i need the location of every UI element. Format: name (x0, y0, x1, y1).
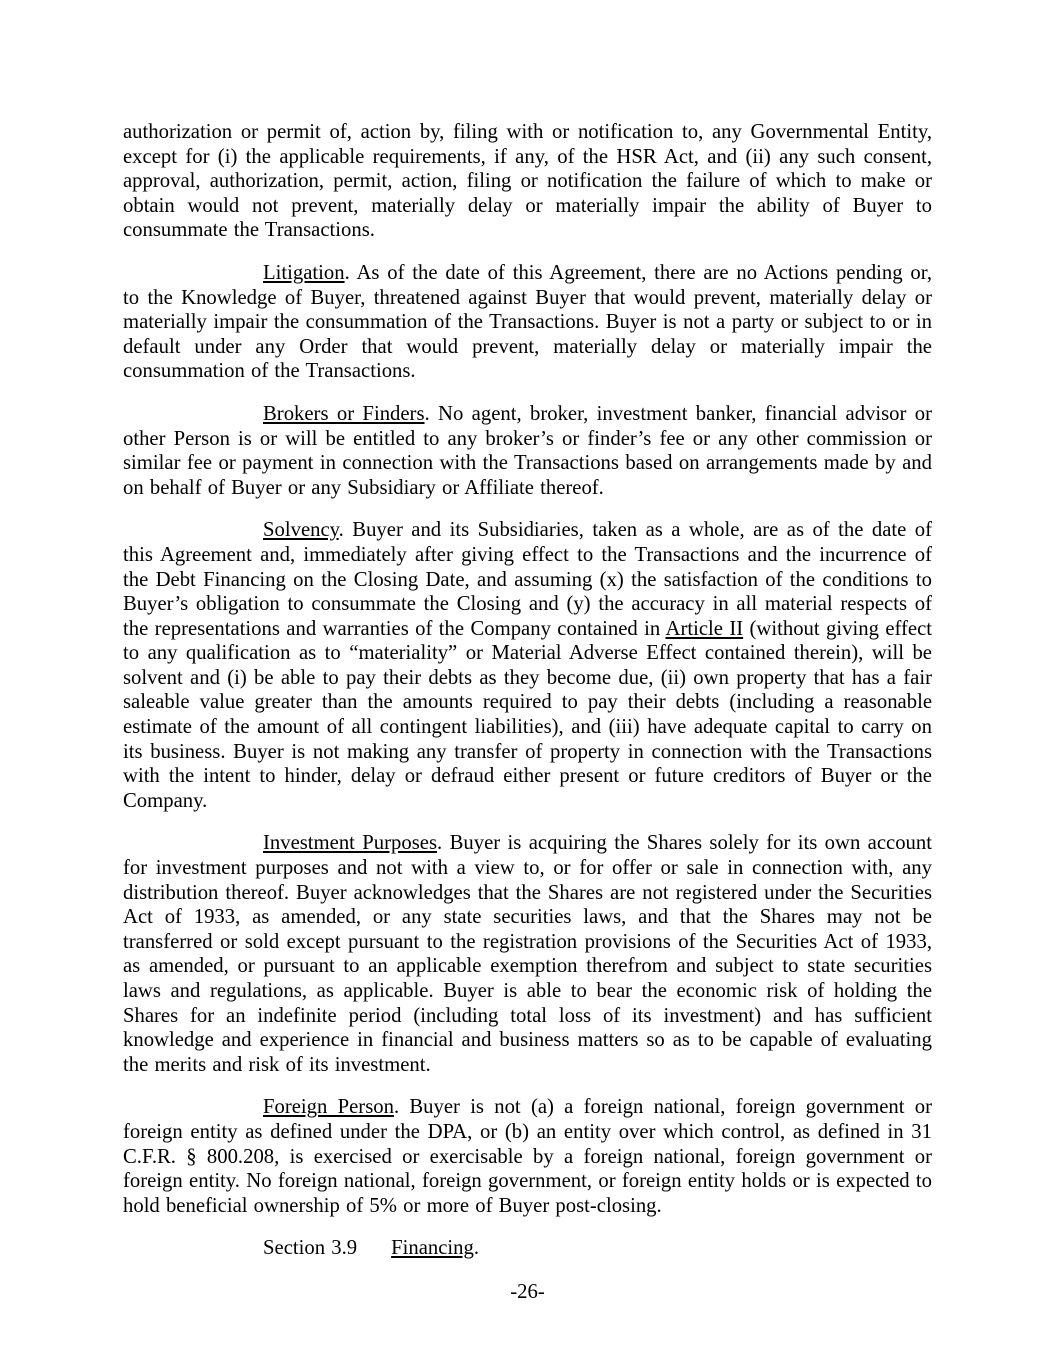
heading-investment-purposes: Investment Purposes (263, 832, 438, 855)
section-3-9-label: Section 3.9 (263, 1237, 358, 1260)
heading-solvency: Solvency (263, 519, 339, 542)
paragraph-continuation-text: authorization or permit of, action by, filing with or notification to, any Governmental Entity, except for (i) the applicable requirements, if any, of the HSR Act, and (ii) any such consent, approval, authorization, permit, action, filing or notification the failure of which to make or obtain would not prevent, materially delay or materially impair the ability of Buyer to consummate the Transactions. (123, 121, 932, 242)
paragraph-investment-purposes-text: . Buyer is acquiring the Shares solely for its own account for investment purposes and not with a view to, or for offer or sale in connection with, any distribution thereof. Buyer acknowledges that the Shares are not registered under the Securities Act of 1933, as amended, or any state securities laws, and that the Shares may not be transferred or sold except pursuant to the registration provisions of the Securities Act of 1933, as amended, or pursuant to an applicable exemption therefrom and subject to state securities laws and regulations, as applicable. Buyer is able to bear the economic risk of holding the Shares for an indefinite period (including total loss of its investment) and has sufficient knowledge and experience in financial and business matters so as to be capable of evaluating the merits and risk of its investment. (123, 832, 932, 1076)
page-text-block (123, 120, 932, 1279)
paragraph-brokers-or-finders-text: . No agent, broker, investment banker, financial advisor or other Person is or will be entitled to any broker’s or finder’s fee or any other commission or similar fee or payment in connection with the Transactions based on arrangements made by and on behalf of Buyer or any Subsidiary or Affiliate thereof. (123, 402, 932, 499)
page-number (0, 1280, 1055, 1305)
paragraph-brokers-or-finders (123, 402, 932, 500)
heading-financing: Financing (391, 1237, 474, 1260)
heading-litigation: Litigation (263, 261, 345, 284)
heading-financing-period: . (473, 1237, 480, 1260)
heading-brokers-or-finders: Brokers or Finders (263, 402, 425, 425)
paragraph-investment-purposes (123, 831, 932, 1077)
paragraph-litigation (123, 261, 932, 384)
heading-foreign-person: Foreign Person (263, 1096, 394, 1119)
paragraph-solvency (123, 518, 932, 813)
paragraph-continuation (123, 120, 932, 243)
paragraph-foreign-person-text: . Buyer is not (a) a foreign national, foreign government or foreign entity as defined under the DPA, or (b) an entity over which control, as defined in 31 C.F.R. § 800.208, is exercised or exercisable by a foreign national, foreign government or foreign entity. No foreign national, foreign government, or foreign entity holds or is expected to hold beneficial ownership of 5% or more of Buyer post-closing. (123, 1096, 932, 1217)
paragraph-foreign-person (123, 1095, 932, 1218)
paragraph-solvency-text-before-ref: . Buyer and its Subsidiaries, taken as a whole, are as of the date of this Agreement and, immediately after giving effect to the Transactions and the incurrence of the Debt Financing on the Closing Date, and assuming (x) the satisfaction of the conditions to Buyer’s obligation to consummate the Closing and (y) the accuracy in all material respects of the representations and warranties of the Company contained in (123, 519, 932, 640)
article-ii-reference: Article II (665, 617, 744, 640)
section-3-9-line (123, 1236, 932, 1261)
paragraph-solvency-text-after-ref: (without giving effect to any qualification as to “materiality” or Material Adverse Effect contained therein), will be solvent and (i) be able to pay their debts as they become due, (ii) own property that has a fair saleable value greater than the amounts required to pay their debts (including a reasonable estimate of the amount of all contingent liabilities), and (iii) have adequate capital to carry on its business. Buyer is not making any transfer of property in connection with the Transactions with the intent to hinder, delay or defraud either present or future creditors of Buyer or the Company. (123, 617, 933, 812)
page-number-text: -26- (510, 1281, 545, 1303)
paragraph-litigation-text: . As of the date of this Agreement, there are no Actions pending or, to the Knowledge of Buyer, threatened against Buyer that would prevent, materially delay or materially impair the consummation of the Transactions. Buyer is not a party or subject to or in default under any Order that would prevent, materially delay or materially impair the consummation of the Transactions. (123, 261, 932, 383)
